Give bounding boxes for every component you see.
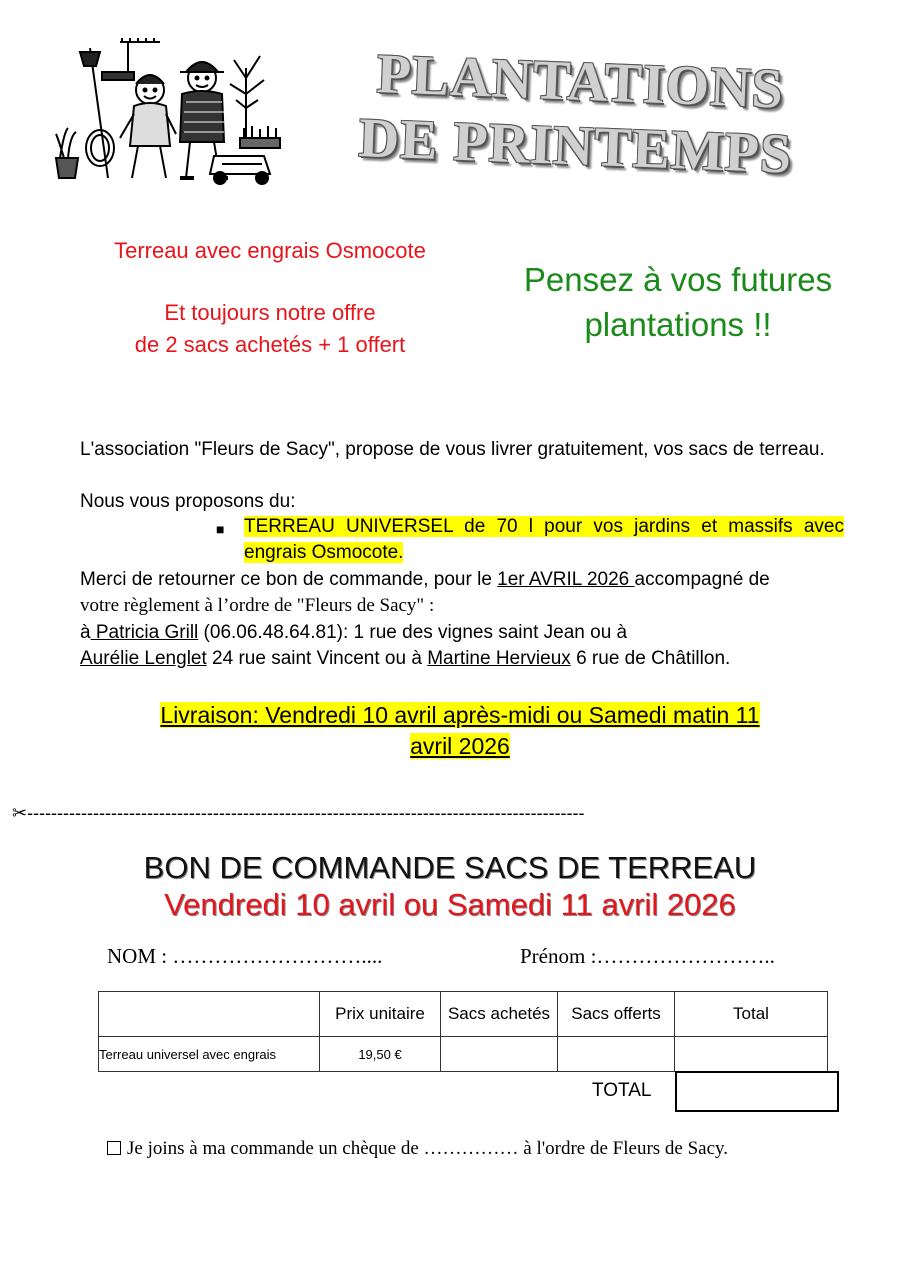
intro-paragraph: L'association "Fleurs de Sacy", propose de vous livrer gratuitement, vos sacs de terreau. (80, 439, 825, 460)
delivery-info (90, 700, 830, 762)
nom-field[interactable]: NOM : ……………………….... (107, 944, 383, 968)
order-form-title: BON DE COMMANDE SACS DE TERREAU (143, 850, 757, 885)
contact-aurelie-address: 24 rue saint Vincent ou à (206, 648, 428, 669)
merci-prefix: Merci de retourner ce bon de commande, pour le (80, 569, 498, 590)
title-line-2: DE PRINTEMPS (357, 106, 794, 186)
contact-line-2 (80, 646, 730, 672)
product-bullet-text: TERREAU UNIVERSEL de 70 l pour vos jardins et massifs avec engrais Osmocote. (244, 516, 844, 563)
header-total: Total (675, 992, 828, 1037)
pensez-line-1: Pensez à vos futures (523, 261, 833, 298)
row-total-input[interactable] (675, 1037, 828, 1072)
title-line-1: PLANTATIONS (375, 42, 785, 121)
contact-patricia: Patricia Grill (90, 622, 199, 643)
propose-text: Nous vous proposons du: (80, 491, 296, 512)
table-row (99, 1037, 828, 1072)
cheque-checkbox[interactable] (107, 1141, 121, 1155)
total-box[interactable] (675, 1071, 839, 1112)
delivery-line-2: avril 2026 (410, 733, 510, 759)
pensez-line-2: plantations !! (584, 306, 772, 343)
return-instructions (80, 567, 844, 619)
order-table-header (99, 992, 828, 1037)
total-label: TOTAL (592, 1080, 652, 1101)
contact-martine: Martine Hervieux (427, 648, 571, 669)
promo-offer-line1: Et toujours notre offre (164, 300, 376, 325)
delivery-line-1: Livraison: Vendredi 10 avril après-midi ou Samedi matin 11 (160, 702, 760, 728)
cheque-line (107, 1138, 728, 1160)
bags-offered-input[interactable] (558, 1037, 675, 1072)
contact-prefix: à (80, 622, 91, 643)
header-unit-price: Prix unitaire (320, 992, 441, 1037)
order-form-date: Vendredi 10 avril ou Samedi 11 avril 2026 (164, 887, 736, 922)
contact-martine-address: 6 rue de Châtillon. (570, 648, 731, 669)
header-product (99, 992, 320, 1037)
cut-line: ✂--------------------------------------------------------------------------------------------- (12, 803, 585, 823)
contact-line-1 (80, 620, 627, 646)
merci-suffix: accompagné de (634, 569, 770, 590)
bullet-square-icon: ■ (216, 521, 225, 537)
cheque-text: Je joins à ma commande un chèque de …………… à l'ordre de Fleurs de Sacy. (127, 1138, 729, 1159)
product-name-cell: Terreau universel avec engrais (99, 1037, 320, 1072)
product-bullet (216, 514, 844, 566)
header-bags-bought: Sacs achetés (441, 992, 558, 1037)
return-deadline: 1er AVRIL 2026 (497, 569, 635, 590)
promo-offer-line2: de 2 sacs achetés + 1 offert (134, 332, 406, 357)
unit-price-cell: 19,50 € (320, 1037, 441, 1072)
prenom-field[interactable]: Prénom :…………………….. (520, 944, 775, 968)
gardeners-clipart (50, 38, 282, 186)
order-table (98, 991, 828, 1072)
bags-bought-input[interactable] (441, 1037, 558, 1072)
contact-aurelie: Aurélie Lenglet (80, 648, 207, 669)
payment-order-text: votre règlement à l’ordre de "Fleurs de Sacy" : (80, 595, 435, 616)
header-bags-offered: Sacs offerts (558, 992, 675, 1037)
contact-patricia-address: (06.06.48.64.81): 1 rue des vignes saint Jean ou à (198, 622, 628, 643)
promo-osmocote: Terreau avec engrais Osmocote (114, 238, 426, 263)
